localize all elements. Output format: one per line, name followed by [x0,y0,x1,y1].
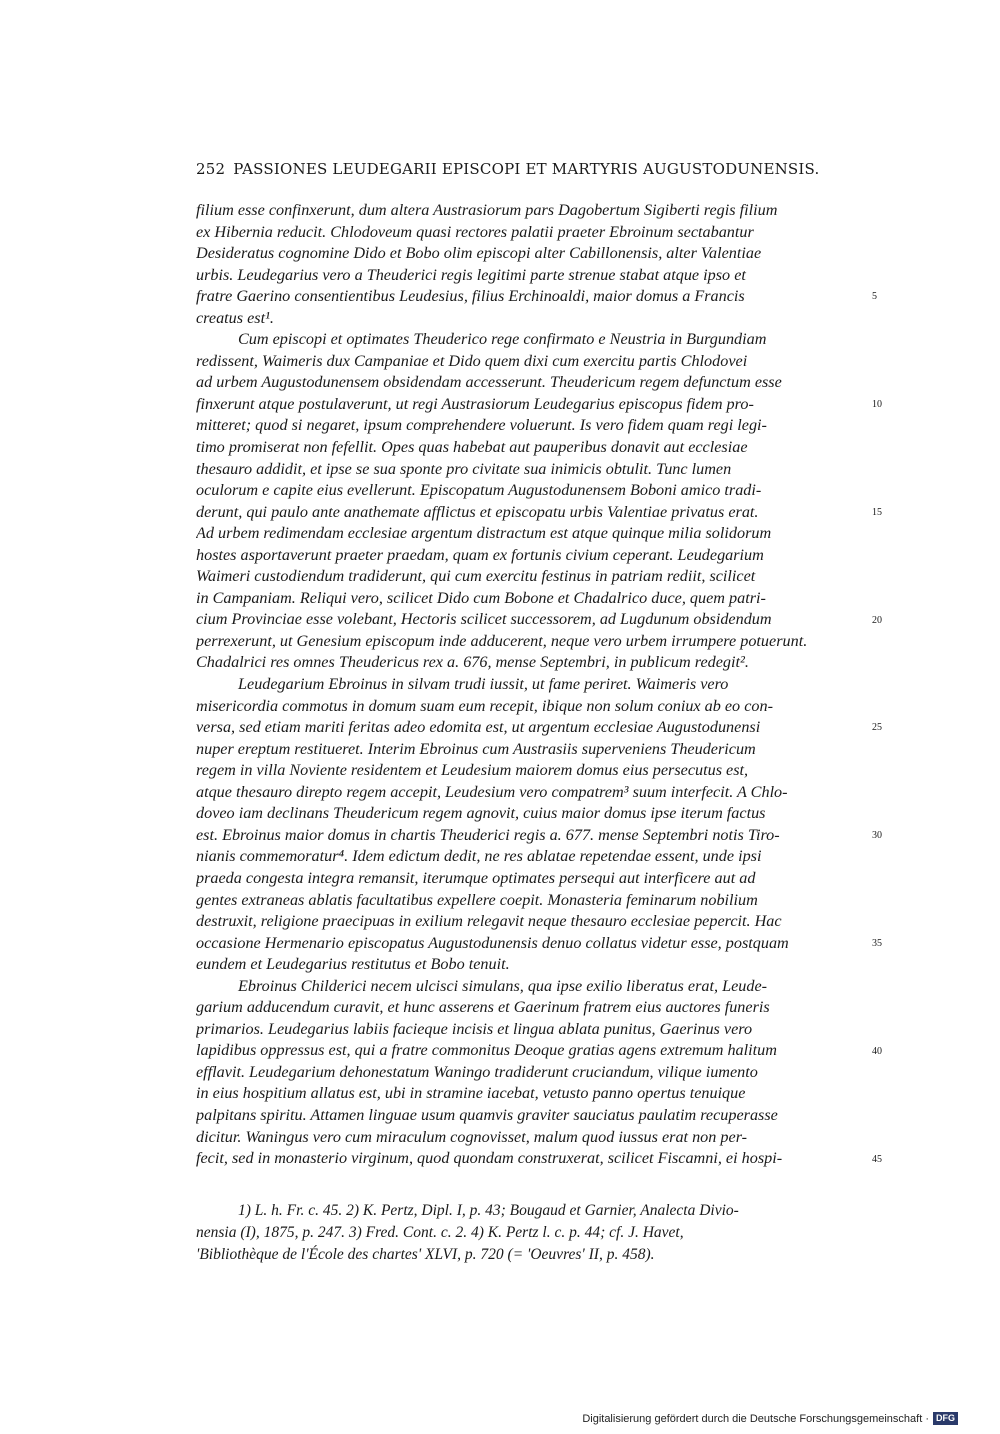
text-line [196,308,864,330]
text-line-content: nianis commemoratur⁴. Idem edictum dedit, ne res ablatae repetendae essent, unde ipsi [196,847,762,866]
text-line [196,459,864,481]
text-line-content: cium Provinciae esse volebant, Hectoris scilicet successorem, ad Lugdunum obsidendum [196,610,772,629]
text-line-content: derunt, qui paulo ante anathemate afflictus et episcopatu urbis Valentiae privatus erat. [196,502,759,521]
body-text [196,200,882,1170]
text-line [196,911,864,933]
text-line-content: fratre Gaerino consentientibus Leudesius, filius Erchinoaldi, maior domus a Francis [196,287,745,306]
text-line-content: ex Hibernia reducit. Chlodoveum quasi rectores palatii praeter Ebroinum sectabantur [196,222,754,241]
text-line [196,1019,864,1041]
text-line [196,1105,864,1127]
digitization-credit [582,1412,958,1425]
running-head [196,160,864,178]
text-line-content: timo promiserat non fefellit. Opes quas habebat aut pauperibus donavit aut ecclesiae [196,438,748,457]
text-line [196,222,864,244]
credit-text: Digitalisierung gefördert durch die Deutsche Forschungsgemeinschaft · [582,1412,929,1425]
line-number: 40 [872,1045,882,1057]
text-line-content: urbis. Leudegarius vero a Theuderici regis legitimi parte strenue stabat atque ipso et [196,265,746,284]
text-line [196,631,864,653]
text-line [196,976,864,998]
running-head-title: PASSIONES LEUDEGARII EPISCOPI ET MARTYRIS AUGUSTODUNENSIS. [233,160,820,178]
text-line-content: praeda congesta integra remansit, iterumque optimates persequi aut interficere aut ad [196,868,756,887]
text-line-content: versa, sed etiam mariti feritas adeo edomita est, ut argentum ecclesiae Augustodunensi [196,718,761,737]
line-number: 35 [872,938,882,950]
text-line-content: misericordia commotus in domum suam eum recepit, ibique non solum coniux ab eo con- [196,696,773,715]
text-line-content: redissent, Waimeris dux Campaniae et Dido quem dixi cum exercitu partis Chlodovei [196,351,748,370]
text-line [196,372,864,394]
text-line [196,933,864,955]
text-line [196,243,864,265]
text-line-content: fecit, sed in monasterio virginum, quod quondam construxerat, scilicet Fiscamni, ei hospi- [196,1149,783,1168]
text-line-content: Chadalrici res omnes Theudericus rex a. 676, mense Septembri, in publicum redegit². [196,653,749,672]
text-line-content: in eius hospitium allatus est, ubi in stramine iacebat, vetusto panno opertus tenuique [196,1084,746,1103]
text-line [196,890,864,912]
footnote-line: nensia (I), 1875, p. 247. 3) Fred. Cont. c. 2. 4) K. Pertz l. c. p. 44; cf. J. Havet, [196,1224,684,1241]
text-line-content: gentes extraneas ablatis facultatibus expellere coepit. Monasteria feminarum nobilium [196,890,758,909]
text-line-content: occasione Hermenario episcopatus Augustodunensis denuo collatus videtur esse, postquam [196,933,789,952]
line-number: 5 [872,291,877,303]
text-line [196,545,864,567]
text-line [196,652,864,674]
text-line [196,1083,864,1105]
text-line [196,351,864,373]
text-line [196,696,864,718]
text-line [196,739,864,761]
text-line [196,760,864,782]
text-line-content: dicitur. Waningus vero cum miraculum cognovisset, malum quod iussus erat non per- [196,1127,748,1146]
text-line [196,329,864,351]
text-line-content: Ebroinus Childerici necem ulcisci simulans, qua ipse exilio liberatus erat, Leude- [238,976,768,995]
text-line [196,286,864,308]
text-line [196,437,864,459]
text-line-content: creatus est¹. [196,308,274,327]
footnote-line: 'Bibliothèque de l'École des chartes' XLVI, p. 720 (= 'Oeuvres' II, p. 458). [196,1246,655,1263]
text-line-content: atque thesauro direpto regem accepit, Leudesium vero compatrem³ suum interfecit. A Chlo- [196,782,788,801]
text-line-content: thesauro addidit, et ipse se sua sponte pro civitate sua inimicis obtulit. Tunc lumen [196,459,732,478]
text-line [196,1148,864,1170]
text-line-content: ad urbem Augustodunensem obsidendam accesserunt. Theudericum regem defunctum esse [196,373,782,392]
dfg-logo: DFG [933,1412,958,1425]
text-line-content: Waimeri custodiendum tradiderunt, qui cum exercitu festinus in patriam rediit, scilicet [196,567,756,586]
text-line-content: perrexerunt, ut Genesium episcopum inde adducerent, neque vero urbem irrumpere potuerunt. [196,631,808,650]
text-line-content: lapidibus oppressus est, qui a fratre commonitus Deoque gratias agens extremum halitum [196,1041,777,1060]
text-line [196,502,864,524]
text-line [196,868,864,890]
text-line-content: garium adducendum curavit, et hunc asserens et Gaerinum fratrem eius auctores funeris [196,998,770,1017]
line-number: 45 [872,1153,882,1165]
text-line-content: filium esse confinxerunt, dum altera Austrasiorum pars Dagobertum Sigiberti regis filium [196,201,778,219]
text-line [196,523,864,545]
text-line [196,674,864,696]
text-line [196,1127,864,1149]
line-number: 30 [872,830,882,842]
text-line [196,846,864,868]
text-line-content: efflavit. Leudegarium dehonestatum Waningo tradiderunt cruciandum, vilique iumento [196,1062,758,1081]
text-line [196,717,864,739]
text-line-content: palpitans spiritu. Attamen linguae usum quamvis graviter sauciatus paulatim recuperasse [196,1105,778,1124]
text-line-content: est. Ebroinus maior domus in chartis Theuderici regis a. 677. mense Septembri notis Tiro- [196,825,780,844]
text-line-content: destruxit, religione praecipuas in exilium relegavit neque thesauro ecclesiae pepercit. Hac [196,912,782,931]
footnote-line: 1) L. h. Fr. c. 45. 2) K. Pertz, Dipl. I, p. 43; Bougaud et Garnier, Analecta Divio- [238,1202,739,1219]
text-line-content: primarios. Leudegarius labiis facieque incisis et lingua ablata punitus, Gaerinus vero [196,1019,753,1038]
text-line-content: Desideratus cognomine Dido et Bobo olim episcopi alter Cabillonensis, alter Valentiae [196,244,762,263]
text-line [196,782,864,804]
footnotes [196,1200,864,1266]
text-line-content: hostes asportaverunt praeter praedam, quam ex fortunis civium ceperant. Leudegarium [196,545,764,564]
text-line [196,415,864,437]
text-line-content: mitteret; quod si negaret, ipsum comprehendere voluerunt. Is vero fidem quam regi legi- [196,416,767,435]
text-line-content: regem in villa Noviente residentem et Leudesium maiorem domus eius persecutus est, [196,761,749,780]
text-line-content: finxerunt atque postulaverunt, ut regi Austrasiorum Leudegarius episcopus fidem pro- [196,394,754,413]
text-line [196,566,864,588]
text-line-content: Cum episcopi et optimates Theuderico rege confirmato e Neustria in Burgundiam [238,330,767,349]
text-line [196,200,864,222]
line-number: 25 [872,722,882,734]
text-line [196,394,864,416]
text-line-content: Ad urbem redimendam ecclesiae argentum distractum est atque quinque milia solidorum [196,524,772,543]
text-line-content: oculorum e capite eius evellerunt. Episcopatum Augustodunensem Boboni amico tradi- [196,481,762,500]
line-number: 20 [872,614,882,626]
text-line [196,825,864,847]
text-line [196,609,864,631]
text-line [196,588,864,610]
text-line [196,954,864,976]
text-line [196,480,864,502]
text-line-content: doveo iam declinans Theudericum regem agnovit, cuius maior domus ipse iterum factus [196,804,766,823]
line-number: 10 [872,399,882,411]
text-line-content: eundem et Leudegarius restitutus et Bobo tenuit. [196,955,510,974]
text-line-content: in Campaniam. Reliqui vero, scilicet Dido cum Bobone et Chadalrico duce, quem patri- [196,588,766,607]
page-number: 252 [196,160,226,178]
text-line-content: nuper ereptum restitueret. Interim Ebroinus cum Austrasiis superveniens Theudericum [196,739,756,758]
text-line [196,1040,864,1062]
text-line [196,1062,864,1084]
text-line-content: Leudegarium Ebroinus in silvam trudi iussit, ut fame periret. Waimeris vero [238,675,729,694]
line-number: 15 [872,506,882,518]
text-line [196,803,864,825]
text-line [196,997,864,1019]
text-line [196,265,864,287]
